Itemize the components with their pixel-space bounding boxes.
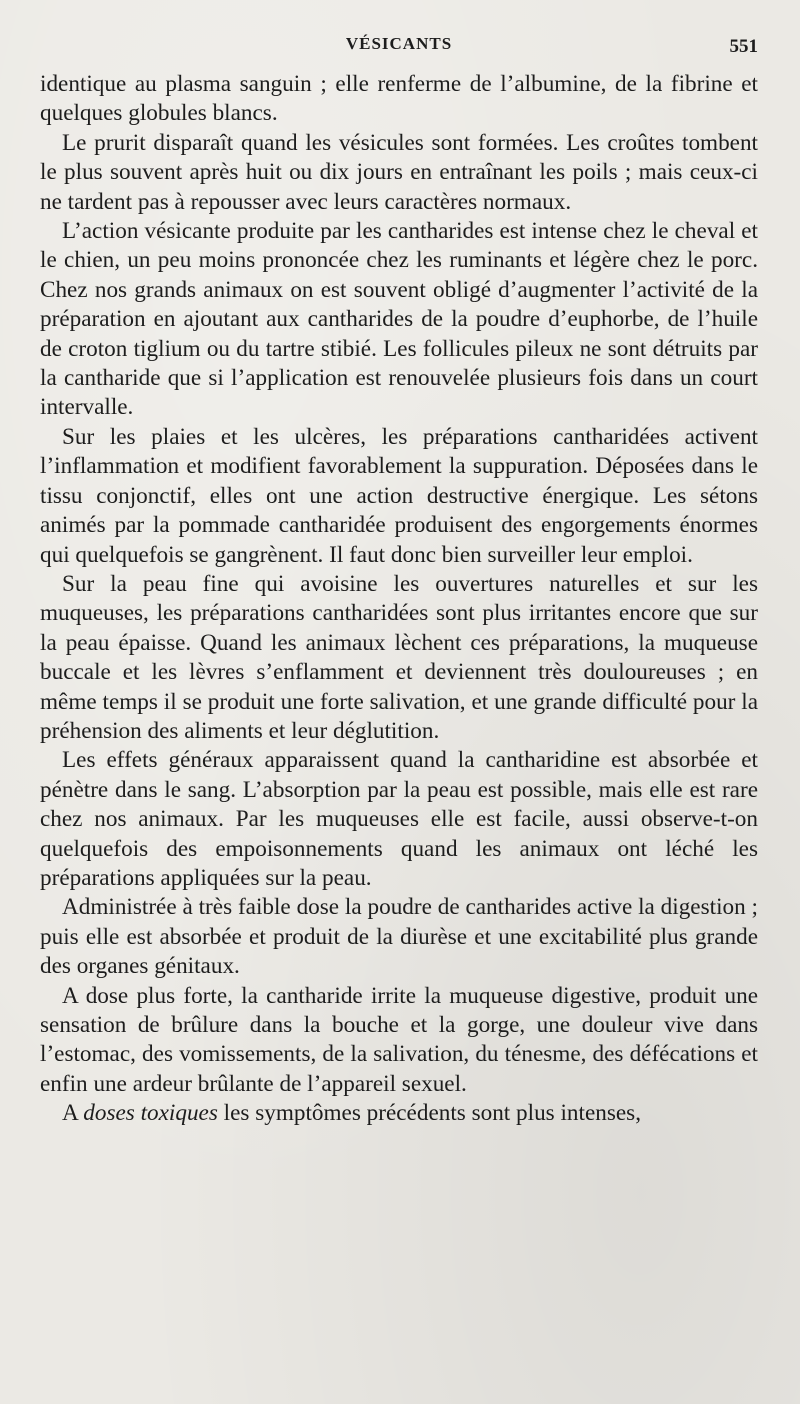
paragraph-action-vesicante: L’action vésicante produite par les cantharides est intense chez le cheval et le chien, un peu moins prononcée chez les ruminants et légère chez le porc. Chez nos grands animaux on est souvent obligé d’augmenter l’activité de la préparation en ajoutant aux cantharides de la poudre d’euphorbe, de l’huile de croton tiglium ou du tartre stibié. Les follicules pileux ne sont détruits par la cantharide que si l’application est renouvelée plusieurs fois dans un court intervalle. bbox=[40, 218, 758, 421]
page-number: 551 bbox=[729, 36, 758, 57]
paragraph-faible-dose: Administrée à très faible dose la poudre de cantharides active la digestion ; puis elle est absorbée et produit de la diurèse et une excitabilité plus grande des organes génitaux. bbox=[40, 894, 758, 980]
paragraph-peau-fine: Sur la peau fine qui avoisine les ouvertures naturelles et sur les muqueuses, les préparations cantharidées sont plus irritantes encore que sur la peau épaisse. Quand les animaux lèchent ces préparations, la muqueuse buccale et les lèvres s’enflamment et deviennent très douloureuses ; en même temps il se produit une forte salivation, et une grande difficulté pour la préhension des aliments et leur déglutition. bbox=[40, 570, 758, 744]
body-text bbox=[40, 70, 758, 1129]
trailing-text: les symptômes précédents sont plus intenses, bbox=[217, 1100, 641, 1127]
paragraph-continuation: identique au plasma sanguin ; elle renferme de l’albumine, de la fibrine et quelques globules blancs. bbox=[40, 71, 758, 127]
paragraph-prurit: Le prurit disparaît quand les vésicules sont formées. Les croûtes tombent le plus souvent après huit ou dix jours en entraînant les poils ; mais ceux-ci ne tardent pas à repousser avec leurs caractères normaux. bbox=[40, 129, 758, 215]
paragraph-effets-generaux: Les effets généraux apparaissent quand la cantharidine est absorbée et pénètre dans le sang. L’absorption par la peau est possible, mais elle est rare chez nos animaux. Par les muqueuses elle est facile, aussi observe-t-on quelquefois des empoisonnements quand les animaux ont léché les préparations appliquées sur la peau. bbox=[40, 747, 758, 891]
paragraph-plaies-ulceres: Sur les plaies et les ulcères, les préparations cantharidées activent l’inflammation et modifient favorablement la suppuration. Déposées dans le tissu conjonctif, elles ont une action destructive énergique. Les sétons animés par la pommade cantharidée produisent des engorgements énormes qui quelquefois se gangrènent. Il faut donc bien surveiller leur emploi. bbox=[40, 423, 758, 568]
lead-text: A bbox=[62, 1100, 84, 1127]
italic-term: doses toxiques bbox=[83, 1100, 218, 1127]
running-title: VÉSICANTS bbox=[345, 34, 453, 53]
page-header bbox=[40, 30, 758, 60]
paragraph-dose-forte: A dose plus forte, la cantharide irrite la muqueuse digestive, produit une sensation de brûlure dans la bouche et la gorge, une douleur vive dans l’estomac, des vomissements, de la salivation, du ténesme, des défécations et enfin une ardeur brûlante de l’appareil sexuel. bbox=[40, 982, 758, 1097]
paragraph-doses-toxiques bbox=[40, 1099, 758, 1128]
